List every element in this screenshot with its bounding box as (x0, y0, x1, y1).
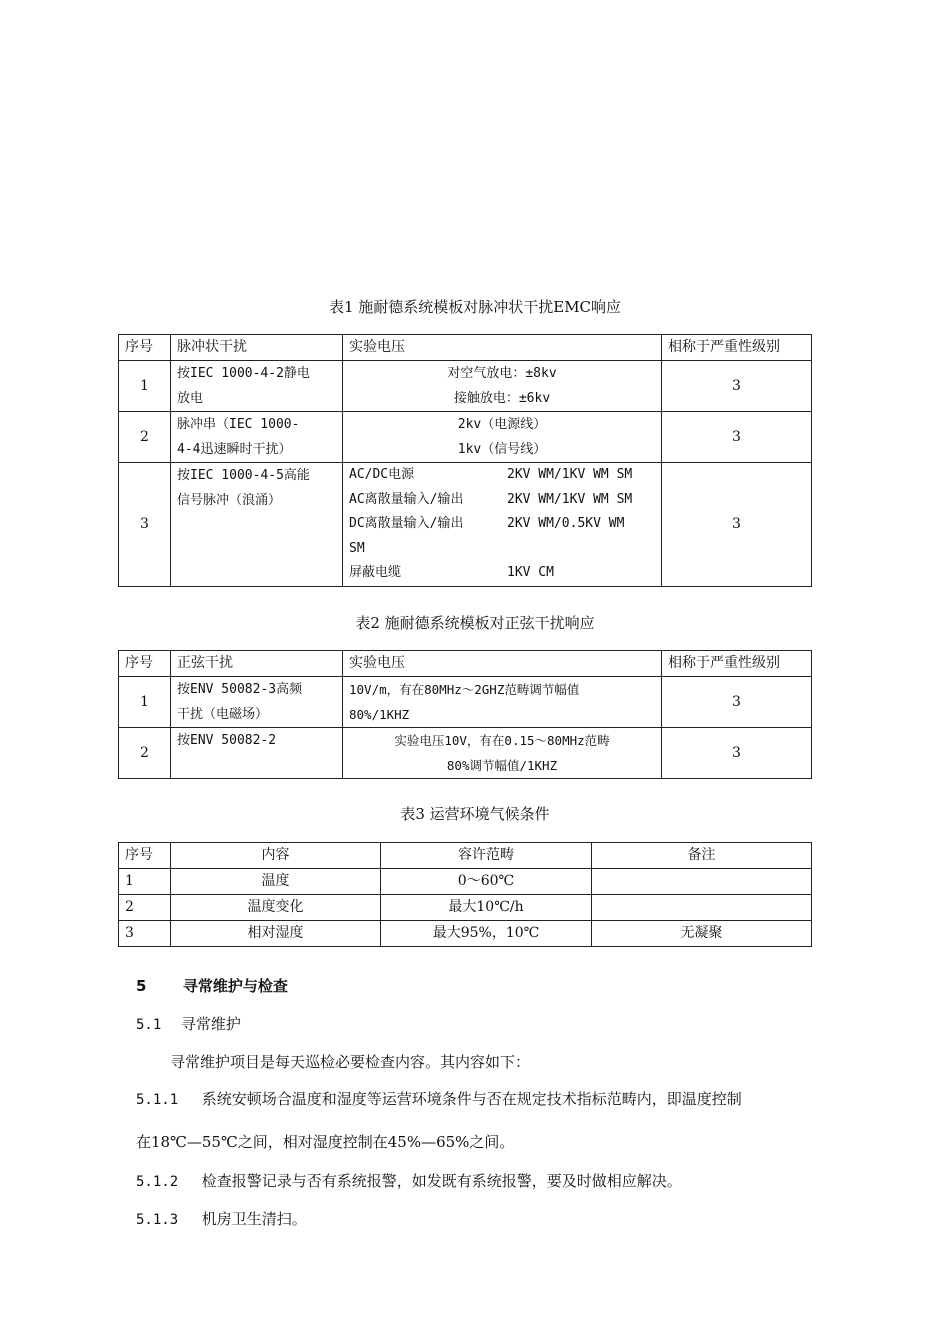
table1-row3-disturb-line1: 按IEC 1000-4-5高能 (177, 468, 310, 483)
item-5-1-2 (136, 1172, 682, 1191)
voltage-line-name: DC离散量输入/输出 (349, 516, 464, 531)
item-text: 机房卫生清扫。 (201, 1210, 307, 1228)
table3-row2-range: 最大10℃/h (381, 895, 592, 921)
table1-row3-voltage-line2 (349, 488, 655, 513)
table2-row2-no: 2 (119, 728, 171, 779)
table3-row3-note: 无凝聚 (592, 921, 812, 947)
table1-row1-disturb (171, 361, 343, 412)
table-row (119, 677, 812, 728)
subsection-number: 5.1 (136, 1017, 162, 1033)
table1-row2-level: 3 (662, 412, 812, 463)
table3-header-content: 内容 (171, 843, 381, 869)
voltage-line-name: SM (349, 540, 365, 556)
table3-caption: 表3 运营环境气候条件 (400, 805, 550, 823)
table1-caption: 表1 施耐德系统模板对脉冲状干扰EMC响应 (328, 298, 622, 316)
voltage-line-value: 2KV WM/0.5KV WM (507, 516, 625, 531)
table2-row1-voltage-line1: 10V/m，有在80MHz～2GHZ范畴调节幅值 (349, 682, 580, 697)
item-text: 检查报警记录与否有系统报警，如发既有系统报警，要及时做相应解决。 (201, 1172, 682, 1190)
table3-row2-note (592, 895, 812, 921)
subsection-heading (136, 1015, 241, 1034)
table1-row3-disturb (171, 463, 343, 587)
table2-row1-voltage-line2: 80%/1KHZ (349, 707, 410, 722)
table-row (119, 921, 812, 947)
table3 (118, 842, 812, 947)
table2-row2-disturb-line1: 按ENV 50082-2 (177, 733, 277, 748)
table2-row1-disturb (171, 677, 343, 728)
voltage-line-value: 1KV CM (507, 565, 554, 580)
table3-row1-no: 1 (119, 869, 171, 895)
table3-row1-content: 温度 (171, 869, 381, 895)
table1-row3-voltage-line3 (349, 512, 655, 537)
table3-header-range: 容许范畴 (381, 843, 592, 869)
table3-row3-no: 3 (119, 921, 171, 947)
table3-row1-range: 0～60℃ (381, 869, 592, 895)
section-number: 5 (136, 977, 147, 995)
voltage-line-name: 屏蔽电缆 (349, 565, 402, 580)
table2-header-row (119, 651, 812, 677)
section-intro: 寻常维护项目是每天巡检必要检查内容。其内容如下： (170, 1053, 531, 1071)
table2-row1-level: 3 (662, 677, 812, 728)
table1-row1-voltage-line1: 对空气放电：±8kv (447, 366, 557, 381)
table3-row2-no: 2 (119, 895, 171, 921)
table2-row1-voltage (343, 677, 662, 728)
item-text: 系统安顿场合温度和湿度等运营环境条件与否在规定技术指标范畴内，即温度控制 (201, 1090, 742, 1108)
table1-row2-voltage-line2: 1kv（信号线） (457, 442, 547, 457)
table2-row1-no: 1 (119, 677, 171, 728)
table2-row2-level: 3 (662, 728, 812, 779)
table2-row1-disturb-line2: 干扰（电磁场） (177, 707, 269, 722)
table2-row2-voltage-line1: 实验电压10V，有在0.15～80MHz范畴 (394, 733, 610, 748)
table3-header-note: 备注 (592, 843, 812, 869)
table1-row3-level: 3 (662, 463, 812, 587)
table2-row2-voltage-line2: 80%调节幅值/1KHZ (446, 758, 558, 773)
voltage-line-name: AC/DC电源 (349, 467, 415, 482)
table2-row1-disturb-line1: 按ENV 50082-3高频 (177, 682, 303, 697)
table1 (118, 334, 812, 587)
table-row (119, 412, 812, 463)
table1-row2-disturb-line1: 脉冲串（IEC 1000- (177, 417, 300, 432)
table1-row1-disturb-line1: 按IEC 1000-4-2静电 (177, 366, 310, 381)
table1-header-row (119, 335, 812, 361)
item-number: 5.1.1 (136, 1092, 179, 1108)
table1-row3-voltage-line4 (349, 537, 655, 562)
table1-row3-voltage (343, 463, 662, 587)
voltage-line-value: 2KV WM/1KV WM SM (507, 491, 633, 507)
table1-header-level: 相称于严重性级别 (662, 335, 812, 361)
item-5-1-1-continued: 在18℃—55℃之间，相对湿度控制在45%—65%之间。 (136, 1133, 515, 1151)
item-5-1-3 (136, 1210, 307, 1229)
table3-header-row (119, 843, 812, 869)
table-row (119, 361, 812, 412)
table1-row3-no: 3 (119, 463, 171, 587)
table2-header-voltage: 实验电压 (343, 651, 662, 677)
table1-row1-disturb-line2: 放电 (177, 391, 204, 406)
subsection-title: 寻常维护 (180, 1015, 241, 1033)
table2-header-no: 序号 (119, 651, 171, 677)
table3-row3-content: 相对湿度 (171, 921, 381, 947)
table1-row1-voltage (343, 361, 662, 412)
table1-row3-voltage-line1 (349, 463, 655, 488)
table-row (119, 895, 812, 921)
table1-row3-disturb-line2: 信号脉冲（浪涌） (177, 493, 282, 508)
table1-row3-voltage-line5 (349, 561, 655, 586)
item-number: 5.1.3 (136, 1212, 179, 1228)
item-number: 5.1.2 (136, 1174, 179, 1190)
table2-header-disturb: 正弦干扰 (171, 651, 343, 677)
table2-row2-disturb (171, 728, 343, 779)
table3-row1-note (592, 869, 812, 895)
table1-row1-no: 1 (119, 361, 171, 412)
table1-header-no: 序号 (119, 335, 171, 361)
table1-row2-no: 2 (119, 412, 171, 463)
table-row (119, 728, 812, 779)
table2-row2-voltage (343, 728, 662, 779)
table2 (118, 650, 812, 779)
table1-row2-voltage (343, 412, 662, 463)
table2-header-level: 相称于严重性级别 (662, 651, 812, 677)
table1-header-voltage: 实验电压 (343, 335, 662, 361)
table1-row2-voltage-line1: 2kv（电源线） (457, 417, 547, 432)
table1-row1-voltage-line2: 接触放电：±6kv (453, 391, 551, 406)
table-row (119, 869, 812, 895)
voltage-line-value: 2KV WM/1KV WM SM (507, 467, 633, 482)
table1-row2-disturb (171, 412, 343, 463)
table3-row3-range: 最大95%，10℃ (381, 921, 592, 947)
table3-row2-content: 温度变化 (171, 895, 381, 921)
item-5-1-1 (136, 1090, 742, 1109)
section-title: 寻常维护与检查 (182, 977, 288, 995)
table1-row1-level: 3 (662, 361, 812, 412)
table1-row2-disturb-line2: 4-4迅速瞬时干扰） (177, 442, 292, 457)
table1-header-disturb: 脉冲状干扰 (171, 335, 343, 361)
voltage-line-name: AC离散量输入/输出 (349, 491, 464, 507)
table2-caption: 表2 施耐德系统模板对正弦干扰响应 (355, 614, 595, 632)
table3-header-no: 序号 (119, 843, 171, 869)
section-heading (136, 977, 288, 995)
table-row (119, 463, 812, 587)
